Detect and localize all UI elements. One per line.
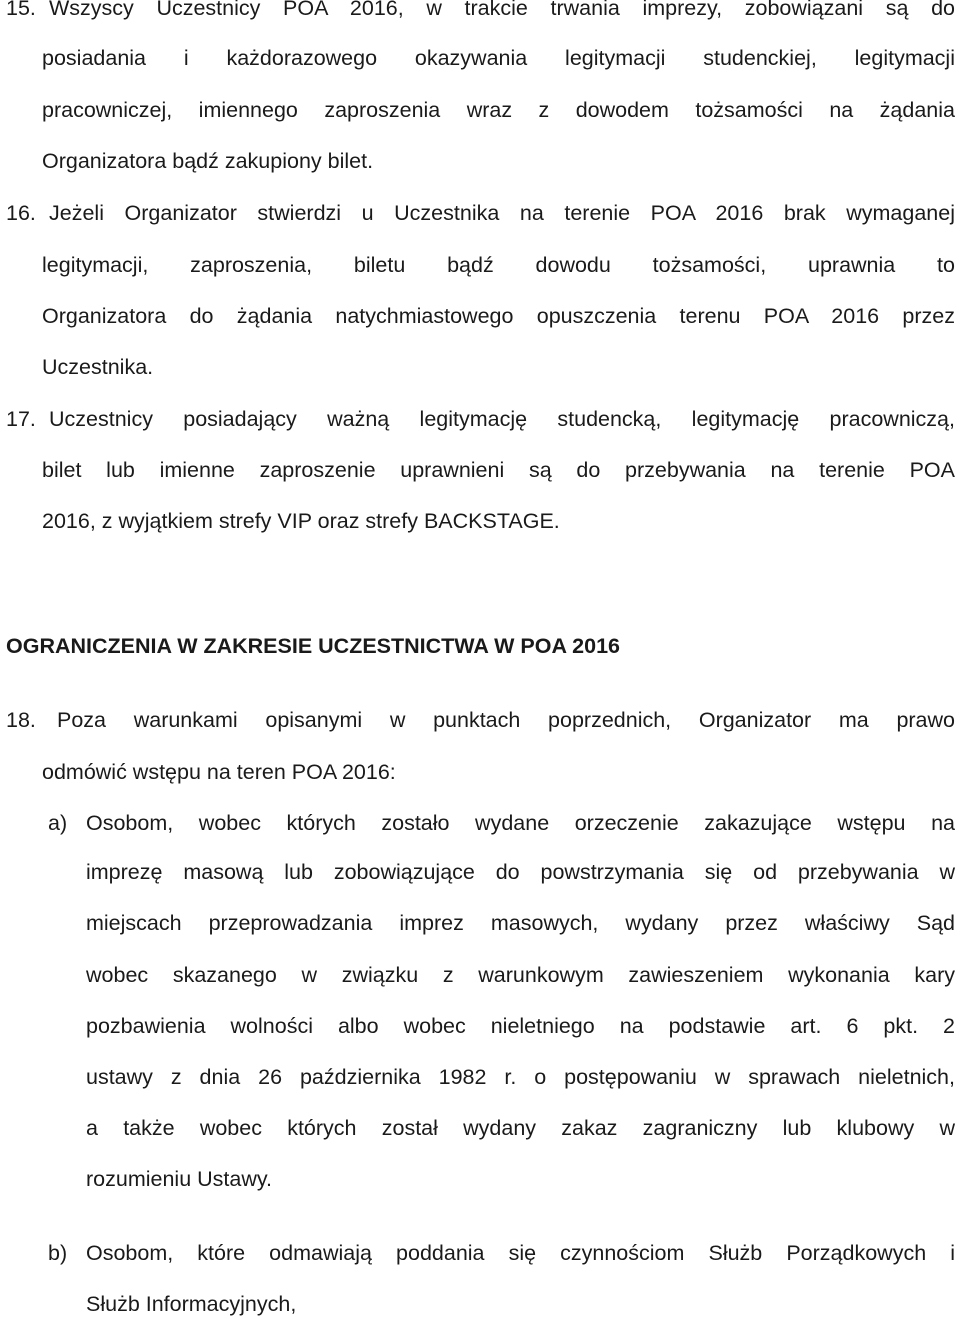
paragraph-line: Organizatora do żądania natychmiastowego opuszczenia terenu POA 2016 przez [42, 304, 955, 328]
list-item-line: pozbawienia wolności albo wobec nieletniego na podstawie art. 6 pkt. 2 [86, 1014, 955, 1038]
paragraph-number: 16. [6, 201, 36, 225]
list-item-line: miejscach przeprowadzania imprez masowych, wydany przez właściwy Sąd [86, 911, 955, 935]
paragraph-line: 2016, z wyjątkiem strefy VIP oraz strefy BACKSTAGE. [42, 509, 560, 533]
list-item-line: ustawy z dnia 26 października 1982 r. o postępowaniu w sprawach nieletnich, [86, 1065, 955, 1089]
list-item-line: wobec skazanego w związku z warunkowym zawieszeniem wykonania kary [86, 963, 955, 987]
paragraph-line: odmówić wstępu na teren POA 2016: [42, 760, 396, 784]
list-item-line: Osobom, które odmawiają poddania się czynnościom Służb Porządkowych i [86, 1241, 955, 1265]
list-item-line: rozumieniu Ustawy. [86, 1167, 272, 1191]
list-item-line: Osobom, wobec których zostało wydane orzeczenie zakazujące wstępu na [86, 811, 955, 835]
list-item-line: a także wobec których został wydany zakaz zagraniczny lub klubowy w [86, 1116, 955, 1140]
paragraph-line: Poza warunkami opisanymi w punktach poprzednich, Organizator ma prawo [57, 708, 955, 732]
paragraph-line: legitymacji, zaproszenia, biletu bądź dowodu tożsamości, uprawnia to [42, 253, 955, 277]
paragraph-number: 15. [6, 0, 36, 20]
paragraph-line: Uczestnika. [42, 355, 154, 379]
section-heading: OGRANICZENIA W ZAKRESIE UCZESTNICTWA W POA 2016 [6, 634, 620, 658]
paragraph-line: posiadania i każdorazowego okazywania legitymacji studenckiej, legitymacji [42, 46, 955, 70]
list-item-label: a) [48, 811, 68, 835]
paragraph-number: 17. [6, 407, 36, 431]
paragraph-line: Uczestnicy posiadający ważną legitymację studencką, legitymację pracowniczą, [49, 407, 955, 431]
list-item-line: Służb Informacyjnych, [86, 1292, 297, 1316]
list-item-line: imprezę masową lub zobowiązujące do powstrzymania się od przebywania w [86, 860, 955, 884]
list-item-label: b) [48, 1241, 68, 1265]
paragraph-line: Wszyscy Uczestnicy POA 2016, w trakcie trwania imprezy, zobowiązani są do [49, 0, 955, 20]
paragraph-line: Jeżeli Organizator stwierdzi u Uczestnika na terenie POA 2016 brak wymaganej [49, 201, 955, 225]
paragraph-line: Organizatora bądź zakupiony bilet. [42, 149, 374, 173]
paragraph-line: pracowniczej, imiennego zaproszenia wraz z dowodem tożsamości na żądania [42, 98, 955, 122]
paragraph-line: bilet lub imienne zaproszenie uprawnieni są do przebywania na terenie POA [42, 458, 955, 482]
paragraph-number: 18. [6, 708, 36, 732]
